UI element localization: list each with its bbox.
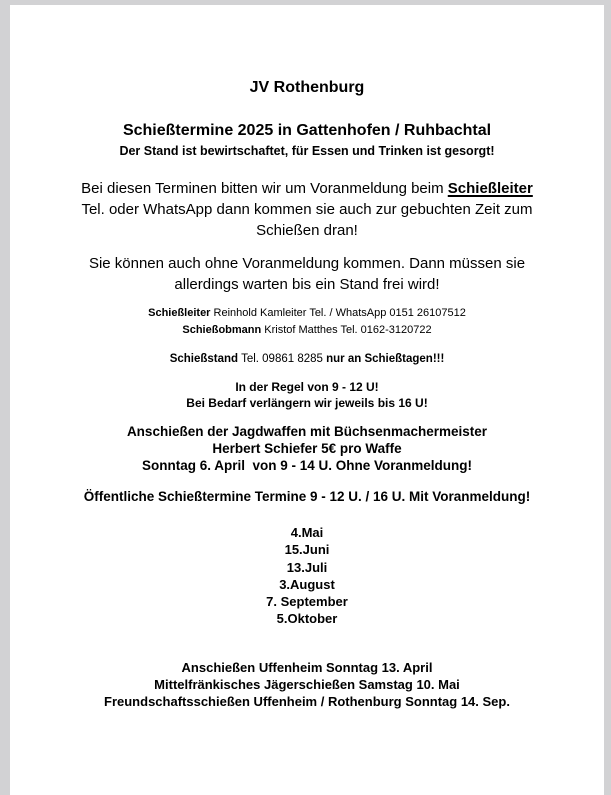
contact-schiessobmann-info: Kristof Matthes Tel. 0162-3120722 [261,324,432,336]
doc-heading: Schießtermine 2025 in Gattenhofen / Ruhbachtal [122,122,492,139]
dates-list [10,524,604,628]
range-phone-note: nur an Schießtagen!!! [326,353,445,365]
public-dates-heading: Öffentliche Schießtermine Termine 9 - 12 U. / 16 U. Mit Voranmeldung! [83,489,531,504]
contact-schiessleiter [10,305,604,322]
event-line: Freundschaftsschießen Uffenheim / Rothenburg Sonntag 14. Sep. [104,693,510,709]
doc-heading-note: Der Stand ist bewirtschaftet, für Essen und Trinken ist gesorgt! [119,144,495,158]
range-phone-label: Schießstand [169,353,239,365]
hours-line-1: In der Regel von 9 - 12 U! [235,380,379,394]
contact-schiessleiter-info: Reinhold Kamleiter Tel. / WhatsApp 0151 26107512 [210,307,466,319]
date-item: 3.August [279,576,335,592]
intro-line-1-text: Bei diesen Terminen bitten wir um Voranmeldung beim [81,180,448,197]
intro-line-3: Schießen dran! [256,222,358,239]
sighting-line-2: Herbert Schiefer 5€ pro Waffe [212,441,402,456]
sighting-in-block [10,423,604,474]
contacts-block [10,305,604,339]
hours-line-2: Bei Bedarf verlängern wir jeweils bis 16 U! [186,396,428,410]
contact-schiessleiter-role: Schießleiter [148,307,211,319]
date-item: 15.Juni [284,542,330,558]
date-item: 4.Mai [290,525,324,540]
events-block [10,659,604,710]
intro-line-1 [10,178,604,199]
walkin-line-2: allerdings warten bis ein Stand frei wird! [174,276,440,293]
contact-schiessobmann [10,322,604,339]
range-phone-info: Tel. 09861 8285 [238,353,327,365]
doc-title: JV Rothenburg [249,79,365,96]
walkin-line-1: Sie können auch ohne Voranmeldung kommen. Dann müssen sie [88,255,526,272]
document-page [10,5,604,795]
date-item: 13.Juli [286,559,328,575]
date-item: 5.Oktober [276,611,338,627]
event-line: Anschießen Uffenheim Sonntag 13. April [181,659,433,675]
range-phone-line [10,351,604,367]
intro-line-1-emphasis: Schießleiter [447,180,533,197]
sighting-line-1: Anschießen der Jagdwaffen mit Büchsenmachermeister [126,424,488,439]
hours-block [10,379,604,411]
event-line: Mittelfränkisches Jägerschießen Samstag 10. Mai [154,676,460,692]
date-item: 7. September [266,594,348,610]
intro-paragraph [10,178,604,241]
contact-schiessobmann-role: Schießobmann [182,324,262,336]
walkin-paragraph [10,253,604,295]
intro-line-2: Tel. oder WhatsApp dann kommen sie auch zur gebuchten Zeit zum [81,201,533,218]
sighting-line-3: Sonntag 6. April von 9 - 14 U. Ohne Voranmeldung! [141,458,473,473]
